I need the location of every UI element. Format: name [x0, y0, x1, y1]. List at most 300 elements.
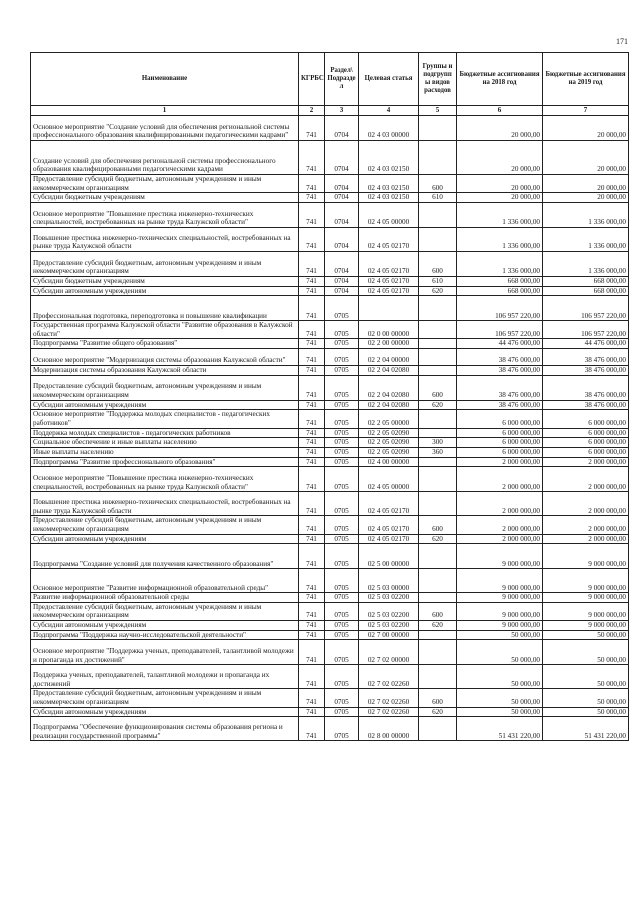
row-ktrbs: 741	[299, 602, 325, 620]
row-amount-2018: 50 000,00	[457, 640, 543, 665]
row-amount-2018: 106 957 220,00	[457, 296, 543, 321]
table-row	[31, 296, 629, 321]
header-2019: Бюджетные ассигнования на 2019 год	[543, 53, 629, 106]
row-section: 0705	[325, 457, 359, 467]
row-section: 0705	[325, 707, 359, 717]
row-target: 02 2 00 00000	[359, 339, 419, 349]
row-name: Субсидии бюджетным учреждениям	[31, 193, 299, 203]
row-amount-2018: 20 000,00	[457, 175, 543, 193]
row-target: 02 4 05 02170	[359, 492, 419, 516]
row-ktrbs: 741	[299, 689, 325, 707]
row-name: Предоставление субсидий бюджетным, автономным учреждениям и иным некоммерческим организациям	[31, 175, 299, 193]
row-amount-2018: 2 000 000,00	[457, 467, 543, 492]
row-group: 600	[419, 689, 457, 707]
row-amount-2019: 20 000,00	[543, 175, 629, 193]
table-row	[31, 717, 629, 741]
table-row	[31, 516, 629, 534]
row-amount-2019: 9 000 000,00	[543, 621, 629, 631]
row-amount-2019: 51 431 220,00	[543, 717, 629, 741]
row-name: Профессиональная подготовка, переподготовка и повышение квалификации	[31, 296, 299, 321]
row-amount-2018: 20 000,00	[457, 141, 543, 175]
table-row	[31, 630, 629, 640]
row-group: 620	[419, 286, 457, 296]
row-amount-2019: 50 000,00	[543, 707, 629, 717]
row-target: 02 5 03 02200	[359, 602, 419, 620]
row-section: 0705	[325, 339, 359, 349]
row-group: 620	[419, 621, 457, 631]
row-ktrbs: 741	[299, 366, 325, 376]
row-amount-2019: 50 000,00	[543, 665, 629, 689]
row-ktrbs: 741	[299, 621, 325, 631]
row-target: 02 4 05 02170	[359, 276, 419, 286]
row-name: Повышение престижа инженерно-технических специальностей, востребованных на рынке труда Калужской области	[31, 492, 299, 516]
budget-table	[30, 52, 629, 741]
row-section: 0705	[325, 602, 359, 620]
row-section: 0704	[325, 251, 359, 276]
row-group: 620	[419, 400, 457, 410]
column-number: 7	[543, 106, 629, 116]
row-amount-2018: 38 476 000,00	[457, 375, 543, 400]
row-amount-2019: 106 957 220,00	[543, 296, 629, 321]
row-amount-2019: 2 000 000,00	[543, 534, 629, 544]
table-row	[31, 569, 629, 593]
row-name: Предоставление субсидий бюджетным, автономным учреждениям и иным некоммерческим организациям	[31, 516, 299, 534]
row-amount-2018: 6 000 000,00	[457, 447, 543, 457]
row-section: 0704	[325, 116, 359, 141]
column-number: 6	[457, 106, 543, 116]
row-amount-2019: 50 000,00	[543, 689, 629, 707]
row-target: 02 2 05 02090	[359, 438, 419, 448]
row-section: 0705	[325, 516, 359, 534]
row-amount-2018: 44 476 000,00	[457, 339, 543, 349]
row-amount-2019: 6 000 000,00	[543, 428, 629, 438]
row-group: 600	[419, 175, 457, 193]
row-group	[419, 457, 457, 467]
row-amount-2019: 668 000,00	[543, 276, 629, 286]
row-amount-2019: 106 957 220,00	[543, 321, 629, 339]
row-name: Основное мероприятие "Поддержка молодых специалистов - педагогических работников"	[31, 410, 299, 428]
column-number: 2	[299, 106, 325, 116]
row-name: Государственная программа Калужской области "Развитие образования в Калужской области"	[31, 321, 299, 339]
row-amount-2019: 20 000,00	[543, 116, 629, 141]
row-group	[419, 321, 457, 339]
row-ktrbs: 741	[299, 457, 325, 467]
column-number: 5	[419, 106, 457, 116]
row-amount-2019: 2 000 000,00	[543, 492, 629, 516]
row-amount-2019: 2 000 000,00	[543, 457, 629, 467]
table-body	[31, 116, 629, 741]
row-amount-2018: 50 000,00	[457, 689, 543, 707]
row-section: 0705	[325, 640, 359, 665]
row-amount-2018: 20 000,00	[457, 116, 543, 141]
row-section: 0704	[325, 276, 359, 286]
row-section: 0705	[325, 689, 359, 707]
row-amount-2018: 38 476 000,00	[457, 366, 543, 376]
row-ktrbs: 741	[299, 227, 325, 251]
row-section: 0705	[325, 438, 359, 448]
row-amount-2019: 20 000,00	[543, 193, 629, 203]
row-group	[419, 630, 457, 640]
row-target: 02 0 00 00000	[359, 321, 419, 339]
row-ktrbs: 741	[299, 438, 325, 448]
table-row	[31, 621, 629, 631]
header-row	[31, 53, 629, 106]
row-group: 300	[419, 438, 457, 448]
table-row	[31, 544, 629, 569]
row-ktrbs: 741	[299, 202, 325, 227]
row-section: 0704	[325, 202, 359, 227]
row-group	[419, 141, 457, 175]
row-target: 02 4 05 02170	[359, 227, 419, 251]
row-target: 02 2 05 02090	[359, 428, 419, 438]
row-amount-2018: 38 476 000,00	[457, 400, 543, 410]
row-group	[419, 410, 457, 428]
row-name: Развитие информационной образовательной среды	[31, 593, 299, 603]
row-group: 600	[419, 602, 457, 620]
row-ktrbs: 741	[299, 447, 325, 457]
table-row	[31, 640, 629, 665]
row-name: Подпрограмма "Поддержка научно-исследовательской деятельности"	[31, 630, 299, 640]
row-ktrbs: 741	[299, 116, 325, 141]
row-name: Модернизация системы образования Калужской области	[31, 366, 299, 376]
table-row	[31, 375, 629, 400]
row-name: Основное мероприятие "Поддержка ученых, преподавателей, талантливой молодежи и пропаганда их достижений"	[31, 640, 299, 665]
row-amount-2018: 6 000 000,00	[457, 410, 543, 428]
row-target: 02 4 05 02170	[359, 251, 419, 276]
table-row	[31, 227, 629, 251]
row-amount-2019: 1 336 000,00	[543, 202, 629, 227]
row-name: Поддержка молодых специалистов - педагогических работников	[31, 428, 299, 438]
row-name: Создание условий для обеспечения региональной системы профессионального образования квалифицированными педагогическими кадрами	[31, 141, 299, 175]
row-group	[419, 569, 457, 593]
table-row	[31, 175, 629, 193]
row-group: 610	[419, 193, 457, 203]
table-row	[31, 492, 629, 516]
table-row	[31, 276, 629, 286]
row-name: Социальное обеспечение и иные выплаты населению	[31, 438, 299, 448]
row-ktrbs: 741	[299, 569, 325, 593]
row-target	[359, 296, 419, 321]
row-target: 02 5 03 02200	[359, 593, 419, 603]
row-group: 620	[419, 707, 457, 717]
table-row	[31, 428, 629, 438]
row-name: Предоставление субсидий бюджетным, автономным учреждениям и иным некоммерческим организациям	[31, 251, 299, 276]
table-row	[31, 593, 629, 603]
row-target: 02 4 05 00000	[359, 202, 419, 227]
row-ktrbs: 741	[299, 286, 325, 296]
row-amount-2018: 6 000 000,00	[457, 438, 543, 448]
row-target: 02 2 04 02080	[359, 375, 419, 400]
page-number: 171	[616, 37, 628, 46]
row-amount-2019: 50 000,00	[543, 640, 629, 665]
row-group	[419, 366, 457, 376]
row-amount-2019: 9 000 000,00	[543, 544, 629, 569]
header-target: Целевая статья	[359, 53, 419, 106]
row-group	[419, 116, 457, 141]
table-row	[31, 707, 629, 717]
row-section: 0705	[325, 428, 359, 438]
row-ktrbs: 741	[299, 630, 325, 640]
row-amount-2019: 6 000 000,00	[543, 410, 629, 428]
row-ktrbs: 741	[299, 296, 325, 321]
row-ktrbs: 741	[299, 251, 325, 276]
column-number: 1	[31, 106, 299, 116]
row-group	[419, 467, 457, 492]
row-section: 0704	[325, 175, 359, 193]
row-amount-2018: 2 000 000,00	[457, 534, 543, 544]
row-section: 0705	[325, 534, 359, 544]
row-ktrbs: 741	[299, 665, 325, 689]
row-amount-2018: 50 000,00	[457, 630, 543, 640]
row-amount-2018: 51 431 220,00	[457, 717, 543, 741]
table-row	[31, 339, 629, 349]
row-group	[419, 640, 457, 665]
row-group	[419, 593, 457, 603]
row-name: Предоставление субсидий бюджетным, автономным учреждениям и иным некоммерческим организациям	[31, 689, 299, 707]
row-group: 360	[419, 447, 457, 457]
row-name: Субсидии автономным учреждениям	[31, 534, 299, 544]
row-amount-2019: 2 000 000,00	[543, 516, 629, 534]
row-ktrbs: 741	[299, 349, 325, 366]
row-group: 600	[419, 516, 457, 534]
column-number: 4	[359, 106, 419, 116]
row-target: 02 7 02 02260	[359, 665, 419, 689]
row-group	[419, 544, 457, 569]
row-ktrbs: 741	[299, 516, 325, 534]
table-row	[31, 116, 629, 141]
table-row	[31, 689, 629, 707]
table-row	[31, 321, 629, 339]
row-target: 02 4 05 02170	[359, 286, 419, 296]
table-row	[31, 447, 629, 457]
row-amount-2019: 6 000 000,00	[543, 438, 629, 448]
row-amount-2018: 9 000 000,00	[457, 593, 543, 603]
row-amount-2019: 9 000 000,00	[543, 569, 629, 593]
row-ktrbs: 741	[299, 193, 325, 203]
row-section: 0705	[325, 569, 359, 593]
table-row	[31, 602, 629, 620]
row-section: 0705	[325, 467, 359, 492]
row-section: 0705	[325, 410, 359, 428]
header-group: Группы и подгрупп ы видов расходов	[419, 53, 457, 106]
row-amount-2018: 20 000,00	[457, 193, 543, 203]
row-target: 02 2 04 02080	[359, 366, 419, 376]
row-amount-2018: 9 000 000,00	[457, 544, 543, 569]
row-amount-2019: 6 000 000,00	[543, 447, 629, 457]
row-group: 620	[419, 534, 457, 544]
row-amount-2019: 38 476 000,00	[543, 375, 629, 400]
row-section: 0705	[325, 400, 359, 410]
row-amount-2019: 50 000,00	[543, 630, 629, 640]
row-section: 0704	[325, 193, 359, 203]
table-row	[31, 366, 629, 376]
row-amount-2018: 9 000 000,00	[457, 569, 543, 593]
row-target: 02 4 03 02150	[359, 193, 419, 203]
table-row	[31, 202, 629, 227]
row-section: 0704	[325, 141, 359, 175]
row-amount-2019: 38 476 000,00	[543, 366, 629, 376]
row-amount-2018: 2 000 000,00	[457, 516, 543, 534]
table-row	[31, 410, 629, 428]
row-amount-2018: 9 000 000,00	[457, 602, 543, 620]
row-section: 0705	[325, 630, 359, 640]
row-amount-2018: 668 000,00	[457, 286, 543, 296]
row-name: Основное мероприятие "Модернизация системы образования Калужской области"	[31, 349, 299, 366]
row-amount-2019: 2 000 000,00	[543, 467, 629, 492]
table-row	[31, 251, 629, 276]
row-section: 0704	[325, 227, 359, 251]
row-ktrbs: 741	[299, 175, 325, 193]
row-section: 0705	[325, 366, 359, 376]
row-section: 0704	[325, 286, 359, 296]
row-group	[419, 227, 457, 251]
row-ktrbs: 741	[299, 707, 325, 717]
row-name: Подпрограмма "Развитие общего образования"	[31, 339, 299, 349]
table-row	[31, 467, 629, 492]
row-name: Поддержка ученых, преподавателей, талантливой молодежи и пропаганда их достижений	[31, 665, 299, 689]
row-target: 02 5 03 02200	[359, 621, 419, 631]
row-name: Субсидии бюджетным учреждениям	[31, 276, 299, 286]
row-amount-2018: 1 336 000,00	[457, 202, 543, 227]
row-section: 0705	[325, 296, 359, 321]
row-target: 02 2 05 02090	[359, 447, 419, 457]
row-ktrbs: 741	[299, 492, 325, 516]
row-group	[419, 428, 457, 438]
table-row	[31, 457, 629, 467]
row-section: 0705	[325, 544, 359, 569]
row-name: Субсидии автономным учреждениям	[31, 400, 299, 410]
header-name: Наименование	[31, 53, 299, 106]
row-target: 02 2 05 00000	[359, 410, 419, 428]
row-ktrbs: 741	[299, 410, 325, 428]
row-ktrbs: 741	[299, 593, 325, 603]
row-group	[419, 202, 457, 227]
row-section: 0705	[325, 621, 359, 631]
row-ktrbs: 741	[299, 640, 325, 665]
row-section: 0705	[325, 349, 359, 366]
row-ktrbs: 741	[299, 717, 325, 741]
row-name: Основное мероприятие "Создание условий для обеспечения региональной системы профессионального образования квалифицированными педагогическими кадрами"	[31, 116, 299, 141]
row-group	[419, 339, 457, 349]
row-amount-2019: 44 476 000,00	[543, 339, 629, 349]
row-amount-2018: 2 000 000,00	[457, 492, 543, 516]
row-name: Основное мероприятие "Повышение престижа инженерно-технических специальностей, востребованных на рынке труда Калужской области"	[31, 202, 299, 227]
row-target: 02 7 00 00000	[359, 630, 419, 640]
row-amount-2019: 38 476 000,00	[543, 349, 629, 366]
row-amount-2018: 106 957 220,00	[457, 321, 543, 339]
row-ktrbs: 741	[299, 544, 325, 569]
row-name: Субсидии автономным учреждениям	[31, 286, 299, 296]
row-name: Субсидии автономным учреждениям	[31, 621, 299, 631]
row-target: 02 2 04 02080	[359, 400, 419, 410]
row-name: Повышение престижа инженерно-технических специальностей, востребованных на рынке труда Калужской области	[31, 227, 299, 251]
row-target: 02 5 00 00000	[359, 544, 419, 569]
row-ktrbs: 741	[299, 276, 325, 286]
row-amount-2019: 9 000 000,00	[543, 602, 629, 620]
table-row	[31, 438, 629, 448]
row-ktrbs: 741	[299, 375, 325, 400]
row-ktrbs: 741	[299, 321, 325, 339]
table-row	[31, 534, 629, 544]
row-ktrbs: 741	[299, 467, 325, 492]
header-section: Раздел\ Подразде л	[325, 53, 359, 106]
table-row	[31, 141, 629, 175]
row-amount-2019: 38 476 000,00	[543, 400, 629, 410]
table-row	[31, 665, 629, 689]
row-name: Субсидии автономным учреждениям	[31, 707, 299, 717]
row-amount-2018: 1 336 000,00	[457, 227, 543, 251]
row-ktrbs: 741	[299, 400, 325, 410]
table-row	[31, 400, 629, 410]
row-group	[419, 717, 457, 741]
row-target: 02 8 00 00000	[359, 717, 419, 741]
row-target: 02 4 00 00000	[359, 457, 419, 467]
row-target: 02 7 02 00000	[359, 640, 419, 665]
row-ktrbs: 741	[299, 141, 325, 175]
row-section: 0705	[325, 447, 359, 457]
row-amount-2019: 1 336 000,00	[543, 251, 629, 276]
row-amount-2019: 668 000,00	[543, 286, 629, 296]
row-group: 600	[419, 375, 457, 400]
row-ktrbs: 741	[299, 534, 325, 544]
row-target: 02 4 05 00000	[359, 467, 419, 492]
column-number-row	[31, 106, 629, 116]
row-name: Основное мероприятие "Повышение престижа инженерно-технических специальностей, востребованных на рынке труда Калужской области"	[31, 467, 299, 492]
row-group: 610	[419, 276, 457, 286]
row-name: Подпрограмма "Создание условий для получения качественного образования"	[31, 544, 299, 569]
row-group: 600	[419, 251, 457, 276]
row-amount-2018: 38 476 000,00	[457, 349, 543, 366]
row-name: Предоставление субсидий бюджетным, автономным учреждениям и иным некоммерческим организациям	[31, 602, 299, 620]
row-amount-2018: 9 000 000,00	[457, 621, 543, 631]
row-amount-2018: 50 000,00	[457, 665, 543, 689]
row-ktrbs: 741	[299, 339, 325, 349]
row-group	[419, 349, 457, 366]
row-section: 0705	[325, 492, 359, 516]
row-target: 02 4 03 00000	[359, 116, 419, 141]
row-target: 02 4 05 02170	[359, 534, 419, 544]
row-section: 0705	[325, 593, 359, 603]
row-section: 0705	[325, 717, 359, 741]
row-target: 02 4 03 02150	[359, 141, 419, 175]
table-row	[31, 193, 629, 203]
row-section: 0705	[325, 665, 359, 689]
row-group	[419, 492, 457, 516]
row-name: Основное мероприятие "Развитие информационной образовательной среды"	[31, 569, 299, 593]
row-amount-2019: 20 000,00	[543, 141, 629, 175]
row-section: 0705	[325, 375, 359, 400]
row-amount-2018: 2 000 000,00	[457, 457, 543, 467]
row-amount-2018: 668 000,00	[457, 276, 543, 286]
header-ktrbs: КГРБС	[299, 53, 325, 106]
row-target: 02 4 05 02170	[359, 516, 419, 534]
row-group	[419, 665, 457, 689]
row-name: Иные выплаты населению	[31, 447, 299, 457]
row-ktrbs: 741	[299, 428, 325, 438]
header-2018: Бюджетные ассигнования на 2018 год	[457, 53, 543, 106]
row-amount-2018: 1 336 000,00	[457, 251, 543, 276]
table-row	[31, 349, 629, 366]
row-target: 02 7 02 02260	[359, 707, 419, 717]
row-amount-2018: 6 000 000,00	[457, 428, 543, 438]
row-target: 02 2 04 00000	[359, 349, 419, 366]
row-target: 02 5 03 00000	[359, 569, 419, 593]
row-target: 02 7 02 02260	[359, 689, 419, 707]
row-name: Предоставление субсидий бюджетным, автономным учреждениям и иным некоммерческим организациям	[31, 375, 299, 400]
row-section: 0705	[325, 321, 359, 339]
row-name: Подпрограмма "Развитие профессионального образования"	[31, 457, 299, 467]
row-name: Подпрограмма "Обеспечение функционирования системы образования региона и реализации государственной программы"	[31, 717, 299, 741]
